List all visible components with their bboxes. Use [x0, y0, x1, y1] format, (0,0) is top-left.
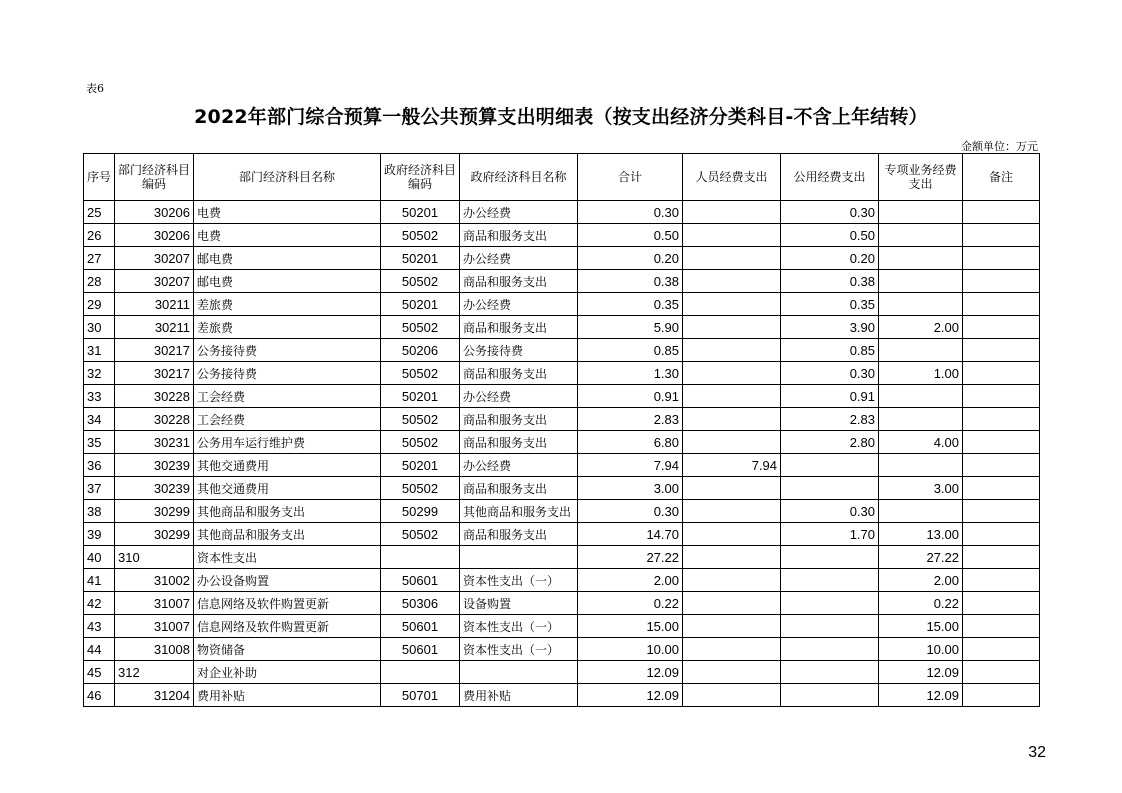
cell-personnel	[683, 684, 781, 707]
cell-public	[781, 569, 879, 592]
cell-total: 12.09	[578, 661, 683, 684]
cell-remark	[963, 546, 1040, 569]
cell-gov-name: 商品和服务支出	[460, 362, 578, 385]
cell-public: 0.85	[781, 339, 879, 362]
cell-gov-name: 商品和服务支出	[460, 523, 578, 546]
cell-dept-name: 信息网络及软件购置更新	[194, 615, 381, 638]
header-dept-code: 部门经济科目编码	[115, 154, 194, 201]
cell-personnel	[683, 293, 781, 316]
cell-total: 0.30	[578, 500, 683, 523]
cell-dept-code: 30217	[115, 339, 194, 362]
cell-seq: 29	[84, 293, 115, 316]
cell-dept-name: 对企业补助	[194, 661, 381, 684]
cell-total: 0.85	[578, 339, 683, 362]
table-label: 表6	[86, 82, 104, 95]
cell-gov-code: 50601	[381, 569, 460, 592]
cell-public: 0.91	[781, 385, 879, 408]
cell-remark	[963, 454, 1040, 477]
cell-seq: 27	[84, 247, 115, 270]
cell-dept-name: 其他商品和服务支出	[194, 500, 381, 523]
cell-total: 0.91	[578, 385, 683, 408]
cell-seq: 42	[84, 592, 115, 615]
cell-dept-code: 30211	[115, 293, 194, 316]
cell-special: 3.00	[879, 477, 963, 500]
cell-seq: 46	[84, 684, 115, 707]
cell-personnel	[683, 638, 781, 661]
page-number: 32	[1028, 744, 1046, 761]
cell-remark	[963, 684, 1040, 707]
cell-dept-code: 31007	[115, 615, 194, 638]
cell-gov-code	[381, 661, 460, 684]
cell-special: 0.22	[879, 592, 963, 615]
header-gov-code: 政府经济科目编码	[381, 154, 460, 201]
header-personnel: 人员经费支出	[683, 154, 781, 201]
table-row	[84, 661, 1040, 684]
cell-public: 1.70	[781, 523, 879, 546]
cell-gov-code: 50206	[381, 339, 460, 362]
cell-remark	[963, 201, 1040, 224]
cell-seq: 30	[84, 316, 115, 339]
cell-remark	[963, 270, 1040, 293]
cell-personnel	[683, 385, 781, 408]
cell-remark	[963, 592, 1040, 615]
header-remark: 备注	[963, 154, 1040, 201]
cell-remark	[963, 661, 1040, 684]
header-public: 公用经费支出	[781, 154, 879, 201]
cell-gov-name: 资本性支出（一）	[460, 615, 578, 638]
cell-personnel	[683, 569, 781, 592]
cell-special: 15.00	[879, 615, 963, 638]
cell-public: 0.30	[781, 362, 879, 385]
cell-dept-code: 31002	[115, 569, 194, 592]
cell-dept-name: 公务接待费	[194, 339, 381, 362]
cell-gov-name: 其他商品和服务支出	[460, 500, 578, 523]
cell-dept-name: 差旅费	[194, 293, 381, 316]
cell-special	[879, 224, 963, 247]
cell-public	[781, 661, 879, 684]
cell-seq: 26	[84, 224, 115, 247]
cell-gov-name: 商品和服务支出	[460, 431, 578, 454]
cell-total: 10.00	[578, 638, 683, 661]
cell-special: 27.22	[879, 546, 963, 569]
table-row	[84, 362, 1040, 385]
cell-special: 12.09	[879, 684, 963, 707]
cell-total: 0.50	[578, 224, 683, 247]
cell-total: 7.94	[578, 454, 683, 477]
cell-remark	[963, 615, 1040, 638]
cell-dept-code: 30239	[115, 477, 194, 500]
cell-remark	[963, 431, 1040, 454]
cell-gov-name	[460, 546, 578, 569]
table-row	[84, 684, 1040, 707]
cell-seq: 41	[84, 569, 115, 592]
cell-dept-name: 邮电费	[194, 247, 381, 270]
cell-remark	[963, 316, 1040, 339]
cell-personnel	[683, 201, 781, 224]
cell-public	[781, 454, 879, 477]
cell-personnel	[683, 615, 781, 638]
cell-gov-code: 50201	[381, 454, 460, 477]
cell-total: 15.00	[578, 615, 683, 638]
table-row	[84, 224, 1040, 247]
cell-total: 2.83	[578, 408, 683, 431]
cell-gov-code: 50601	[381, 615, 460, 638]
cell-dept-code: 30207	[115, 270, 194, 293]
table-row	[84, 316, 1040, 339]
cell-gov-code: 50502	[381, 362, 460, 385]
cell-special: 2.00	[879, 569, 963, 592]
cell-special: 4.00	[879, 431, 963, 454]
cell-personnel	[683, 224, 781, 247]
cell-personnel	[683, 270, 781, 293]
cell-remark	[963, 569, 1040, 592]
cell-dept-code: 30228	[115, 385, 194, 408]
cell-dept-name: 办公设备购置	[194, 569, 381, 592]
cell-gov-code: 50701	[381, 684, 460, 707]
cell-dept-name: 物资储备	[194, 638, 381, 661]
cell-gov-code: 50502	[381, 270, 460, 293]
cell-seq: 31	[84, 339, 115, 362]
cell-dept-name: 电费	[194, 224, 381, 247]
cell-remark	[963, 362, 1040, 385]
cell-gov-name: 设备购置	[460, 592, 578, 615]
cell-gov-name: 办公经费	[460, 385, 578, 408]
cell-public: 2.83	[781, 408, 879, 431]
cell-special	[879, 293, 963, 316]
cell-gov-name: 商品和服务支出	[460, 224, 578, 247]
cell-gov-code: 50201	[381, 293, 460, 316]
cell-special: 13.00	[879, 523, 963, 546]
cell-seq: 40	[84, 546, 115, 569]
table-row	[84, 247, 1040, 270]
cell-seq: 36	[84, 454, 115, 477]
cell-dept-code: 30299	[115, 523, 194, 546]
cell-gov-code: 50201	[381, 201, 460, 224]
cell-total: 14.70	[578, 523, 683, 546]
cell-gov-code: 50201	[381, 247, 460, 270]
cell-dept-name: 其他交通费用	[194, 454, 381, 477]
cell-public	[781, 477, 879, 500]
cell-personnel	[683, 316, 781, 339]
cell-special: 1.00	[879, 362, 963, 385]
cell-remark	[963, 224, 1040, 247]
cell-gov-name: 费用补贴	[460, 684, 578, 707]
cell-dept-code: 30207	[115, 247, 194, 270]
cell-public: 0.50	[781, 224, 879, 247]
cell-personnel	[683, 431, 781, 454]
table-row	[84, 270, 1040, 293]
table-row	[84, 339, 1040, 362]
cell-dept-code: 30231	[115, 431, 194, 454]
cell-total: 0.30	[578, 201, 683, 224]
cell-personnel	[683, 592, 781, 615]
cell-gov-name: 资本性支出（一）	[460, 569, 578, 592]
cell-special	[879, 454, 963, 477]
cell-gov-name: 办公经费	[460, 247, 578, 270]
cell-dept-name: 公务接待费	[194, 362, 381, 385]
cell-dept-name: 公务用车运行维护费	[194, 431, 381, 454]
cell-public: 3.90	[781, 316, 879, 339]
cell-seq: 35	[84, 431, 115, 454]
cell-seq: 39	[84, 523, 115, 546]
amount-unit: 金额单位：万元	[961, 140, 1038, 153]
cell-dept-name: 其他商品和服务支出	[194, 523, 381, 546]
cell-gov-code: 50502	[381, 431, 460, 454]
cell-seq: 37	[84, 477, 115, 500]
cell-personnel	[683, 339, 781, 362]
cell-special	[879, 385, 963, 408]
cell-personnel	[683, 500, 781, 523]
table-row	[84, 615, 1040, 638]
cell-remark	[963, 293, 1040, 316]
cell-dept-name: 费用补贴	[194, 684, 381, 707]
cell-remark	[963, 638, 1040, 661]
cell-dept-code: 31007	[115, 592, 194, 615]
header-total: 合计	[578, 154, 683, 201]
cell-dept-name: 差旅费	[194, 316, 381, 339]
header-seq: 序号	[84, 154, 115, 201]
cell-special	[879, 500, 963, 523]
cell-gov-name: 办公经费	[460, 454, 578, 477]
cell-dept-name: 资本性支出	[194, 546, 381, 569]
cell-seq: 28	[84, 270, 115, 293]
table-row	[84, 201, 1040, 224]
cell-public	[781, 546, 879, 569]
cell-gov-name: 资本性支出（一）	[460, 638, 578, 661]
cell-special	[879, 201, 963, 224]
cell-special	[879, 339, 963, 362]
cell-remark	[963, 385, 1040, 408]
table-row	[84, 592, 1040, 615]
cell-dept-name: 电费	[194, 201, 381, 224]
cell-gov-code: 50306	[381, 592, 460, 615]
table-body	[84, 201, 1040, 707]
cell-dept-code: 31204	[115, 684, 194, 707]
cell-total: 12.09	[578, 684, 683, 707]
cell-total: 0.22	[578, 592, 683, 615]
cell-gov-code: 50201	[381, 385, 460, 408]
cell-gov-code: 50502	[381, 523, 460, 546]
cell-public: 0.20	[781, 247, 879, 270]
cell-dept-code: 31008	[115, 638, 194, 661]
cell-gov-name: 办公经费	[460, 201, 578, 224]
cell-public	[781, 592, 879, 615]
cell-personnel	[683, 247, 781, 270]
cell-public	[781, 684, 879, 707]
cell-remark	[963, 408, 1040, 431]
cell-seq: 45	[84, 661, 115, 684]
cell-dept-code: 30206	[115, 224, 194, 247]
cell-personnel	[683, 523, 781, 546]
cell-dept-code: 30299	[115, 500, 194, 523]
cell-dept-name: 信息网络及软件购置更新	[194, 592, 381, 615]
header-gov-name: 政府经济科目名称	[460, 154, 578, 201]
cell-public: 0.30	[781, 201, 879, 224]
cell-dept-code: 30211	[115, 316, 194, 339]
cell-seq: 44	[84, 638, 115, 661]
cell-remark	[963, 523, 1040, 546]
table-row	[84, 431, 1040, 454]
table-row	[84, 523, 1040, 546]
table-row	[84, 500, 1040, 523]
header-special: 专项业务经费支出	[879, 154, 963, 201]
cell-gov-code: 50601	[381, 638, 460, 661]
cell-gov-name: 商品和服务支出	[460, 270, 578, 293]
cell-seq: 38	[84, 500, 115, 523]
cell-dept-code: 310	[115, 546, 194, 569]
cell-remark	[963, 247, 1040, 270]
table-row	[84, 569, 1040, 592]
cell-total: 6.80	[578, 431, 683, 454]
header-dept-name: 部门经济科目名称	[194, 154, 381, 201]
cell-total: 1.30	[578, 362, 683, 385]
cell-dept-name: 其他交通费用	[194, 477, 381, 500]
table-row	[84, 408, 1040, 431]
table-row	[84, 385, 1040, 408]
cell-special	[879, 270, 963, 293]
cell-remark	[963, 477, 1040, 500]
cell-personnel: 7.94	[683, 454, 781, 477]
cell-remark	[963, 500, 1040, 523]
cell-gov-name: 商品和服务支出	[460, 408, 578, 431]
cell-seq: 33	[84, 385, 115, 408]
cell-total: 0.20	[578, 247, 683, 270]
cell-total: 5.90	[578, 316, 683, 339]
cell-gov-code: 50502	[381, 477, 460, 500]
cell-gov-code: 50299	[381, 500, 460, 523]
budget-table	[83, 153, 1040, 707]
cell-dept-code: 30239	[115, 454, 194, 477]
cell-personnel	[683, 362, 781, 385]
table-row	[84, 546, 1040, 569]
cell-personnel	[683, 408, 781, 431]
cell-gov-name: 商品和服务支出	[460, 477, 578, 500]
cell-personnel	[683, 477, 781, 500]
cell-gov-code: 50502	[381, 408, 460, 431]
cell-seq: 34	[84, 408, 115, 431]
cell-gov-name: 办公经费	[460, 293, 578, 316]
cell-dept-name: 工会经费	[194, 385, 381, 408]
table-row	[84, 293, 1040, 316]
cell-gov-code: 50502	[381, 224, 460, 247]
table-header-row	[84, 154, 1040, 201]
cell-total: 3.00	[578, 477, 683, 500]
cell-public: 0.30	[781, 500, 879, 523]
cell-gov-name: 公务接待费	[460, 339, 578, 362]
cell-public: 2.80	[781, 431, 879, 454]
cell-seq: 43	[84, 615, 115, 638]
cell-personnel	[683, 661, 781, 684]
cell-special: 2.00	[879, 316, 963, 339]
cell-gov-code: 50502	[381, 316, 460, 339]
cell-dept-code: 30228	[115, 408, 194, 431]
cell-public: 0.38	[781, 270, 879, 293]
cell-seq: 25	[84, 201, 115, 224]
cell-total: 2.00	[578, 569, 683, 592]
cell-special	[879, 408, 963, 431]
cell-dept-code: 30217	[115, 362, 194, 385]
cell-seq: 32	[84, 362, 115, 385]
page-title: 2022年部门综合预算一般公共预算支出明细表（按支出经济分类科目-不含上年结转）	[194, 106, 928, 128]
cell-dept-name: 工会经费	[194, 408, 381, 431]
cell-total: 27.22	[578, 546, 683, 569]
cell-personnel	[683, 546, 781, 569]
cell-special: 12.09	[879, 661, 963, 684]
table-row	[84, 638, 1040, 661]
cell-special: 10.00	[879, 638, 963, 661]
cell-gov-name: 商品和服务支出	[460, 316, 578, 339]
cell-remark	[963, 339, 1040, 362]
cell-dept-name: 邮电费	[194, 270, 381, 293]
cell-public: 0.35	[781, 293, 879, 316]
cell-gov-name	[460, 661, 578, 684]
cell-dept-code: 30206	[115, 201, 194, 224]
cell-total: 0.35	[578, 293, 683, 316]
cell-special	[879, 247, 963, 270]
cell-public	[781, 638, 879, 661]
table-row	[84, 454, 1040, 477]
cell-total: 0.38	[578, 270, 683, 293]
cell-dept-code: 312	[115, 661, 194, 684]
cell-gov-code	[381, 546, 460, 569]
table-row	[84, 477, 1040, 500]
cell-public	[781, 615, 879, 638]
